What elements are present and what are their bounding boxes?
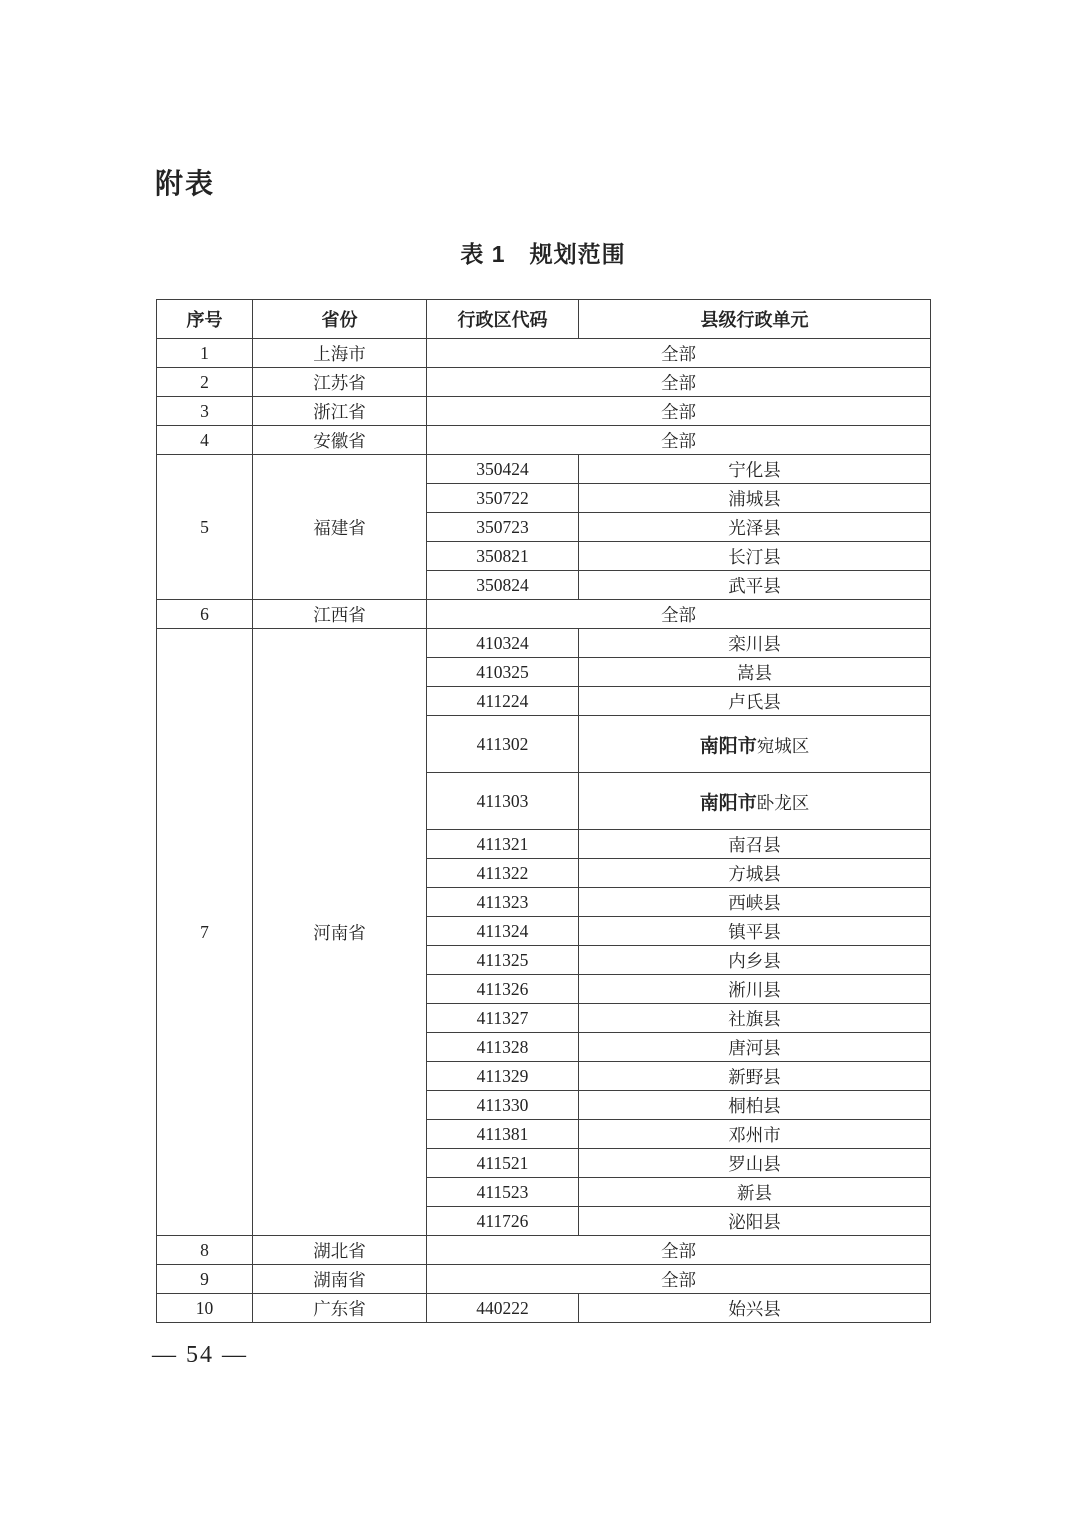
- county-unit-cell: 浦城县: [579, 484, 931, 513]
- county-unit-cell: 唐河县: [579, 1033, 931, 1062]
- county-unit-cell: 武平县: [579, 571, 931, 600]
- province-cell: 广东省: [253, 1294, 427, 1323]
- region-code-cell: 350824: [427, 571, 579, 600]
- col-header-province: 省份: [253, 300, 427, 339]
- table-row: [157, 1294, 931, 1323]
- table-row: [157, 1236, 931, 1265]
- county-unit-cell: 西峡县: [579, 888, 931, 917]
- county-unit-cell: 始兴县: [579, 1294, 931, 1323]
- table-row: [157, 629, 931, 658]
- table-row: [157, 397, 931, 426]
- row-number-cell: 9: [157, 1265, 253, 1294]
- row-number-cell: 8: [157, 1236, 253, 1265]
- province-cell: 江苏省: [253, 368, 427, 397]
- appendix-label: 附表: [155, 168, 216, 199]
- region-code-cell: 411322: [427, 859, 579, 888]
- region-code-cell: 411321: [427, 830, 579, 859]
- all-units-cell: 全部: [427, 339, 931, 368]
- region-code-cell: 411326: [427, 975, 579, 1004]
- table-row: [157, 426, 931, 455]
- unit-label: 卧龙区: [756, 792, 810, 813]
- county-unit-cell: [579, 716, 931, 773]
- region-code-cell: 350424: [427, 455, 579, 484]
- row-number-cell: 1: [157, 339, 253, 368]
- region-code-cell: 410325: [427, 658, 579, 687]
- all-units-cell: 全部: [427, 397, 931, 426]
- region-code-cell: 350723: [427, 513, 579, 542]
- table-row: [157, 368, 931, 397]
- region-code-cell: 411224: [427, 687, 579, 716]
- city-prefix-label: 南阳市: [699, 735, 757, 757]
- planning-scope-table: [156, 299, 931, 1323]
- table-title: 表 1 规划范围: [460, 241, 626, 267]
- all-units-cell: 全部: [427, 1265, 931, 1294]
- county-unit-cell: 桐柏县: [579, 1091, 931, 1120]
- row-number-cell: 4: [157, 426, 253, 455]
- row-number-cell: 5: [157, 455, 253, 600]
- county-unit-cell: 淅川县: [579, 975, 931, 1004]
- row-number-cell: 6: [157, 600, 253, 629]
- all-units-cell: 全部: [427, 368, 931, 397]
- table-row: [157, 339, 931, 368]
- region-code-cell: 411302: [427, 716, 579, 773]
- county-unit-cell: 方城县: [579, 859, 931, 888]
- province-cell: 湖南省: [253, 1265, 427, 1294]
- unit-label: 宛城区: [756, 735, 810, 756]
- county-unit-cell: 罗山县: [579, 1149, 931, 1178]
- table-row: [157, 600, 931, 629]
- county-unit-cell: 宁化县: [579, 455, 931, 484]
- all-units-cell: 全部: [427, 426, 931, 455]
- col-header-no: 序号: [157, 300, 253, 339]
- table-header-row: [157, 300, 931, 339]
- col-header-code: 行政区代码: [427, 300, 579, 339]
- page-number: — 54 —: [152, 1342, 248, 1368]
- all-units-cell: 全部: [427, 600, 931, 629]
- row-number-cell: 7: [157, 629, 253, 1236]
- county-unit-cell: 南召县: [579, 830, 931, 859]
- province-cell: 浙江省: [253, 397, 427, 426]
- county-unit-cell: 社旗县: [579, 1004, 931, 1033]
- province-cell: 福建省: [253, 455, 427, 600]
- county-unit-cell: 新县: [579, 1178, 931, 1207]
- county-unit-cell: 光泽县: [579, 513, 931, 542]
- region-code-cell: 411325: [427, 946, 579, 975]
- county-unit-cell: 内乡县: [579, 946, 931, 975]
- table-row: [157, 1265, 931, 1294]
- region-code-cell: 411323: [427, 888, 579, 917]
- county-unit-cell: 邓州市: [579, 1120, 931, 1149]
- province-cell: 湖北省: [253, 1236, 427, 1265]
- province-cell: 安徽省: [253, 426, 427, 455]
- region-code-cell: 411329: [427, 1062, 579, 1091]
- county-unit-cell: 泌阳县: [579, 1207, 931, 1236]
- region-code-cell: 411303: [427, 773, 579, 830]
- all-units-cell: 全部: [427, 1236, 931, 1265]
- row-number-cell: 2: [157, 368, 253, 397]
- region-code-cell: 411328: [427, 1033, 579, 1062]
- region-code-cell: 350722: [427, 484, 579, 513]
- row-number-cell: 3: [157, 397, 253, 426]
- region-code-cell: 411381: [427, 1120, 579, 1149]
- county-unit-cell: 长汀县: [579, 542, 931, 571]
- county-unit-cell: 新野县: [579, 1062, 931, 1091]
- region-code-cell: 411521: [427, 1149, 579, 1178]
- region-code-cell: 411330: [427, 1091, 579, 1120]
- region-code-cell: 411726: [427, 1207, 579, 1236]
- table-row: [157, 455, 931, 484]
- province-cell: 上海市: [253, 339, 427, 368]
- county-unit-cell: 镇平县: [579, 917, 931, 946]
- region-code-cell: 411523: [427, 1178, 579, 1207]
- row-number-cell: 10: [157, 1294, 253, 1323]
- city-prefix-label: 南阳市: [699, 792, 757, 814]
- province-cell: 河南省: [253, 629, 427, 1236]
- county-unit-cell: 嵩县: [579, 658, 931, 687]
- province-cell: 江西省: [253, 600, 427, 629]
- county-unit-cell: 栾川县: [579, 629, 931, 658]
- county-unit-cell: [579, 773, 931, 830]
- region-code-cell: 410324: [427, 629, 579, 658]
- county-unit-cell: 卢氏县: [579, 687, 931, 716]
- region-code-cell: 440222: [427, 1294, 579, 1323]
- region-code-cell: 350821: [427, 542, 579, 571]
- region-code-cell: 411324: [427, 917, 579, 946]
- col-header-unit: 县级行政单元: [579, 300, 931, 339]
- region-code-cell: 411327: [427, 1004, 579, 1033]
